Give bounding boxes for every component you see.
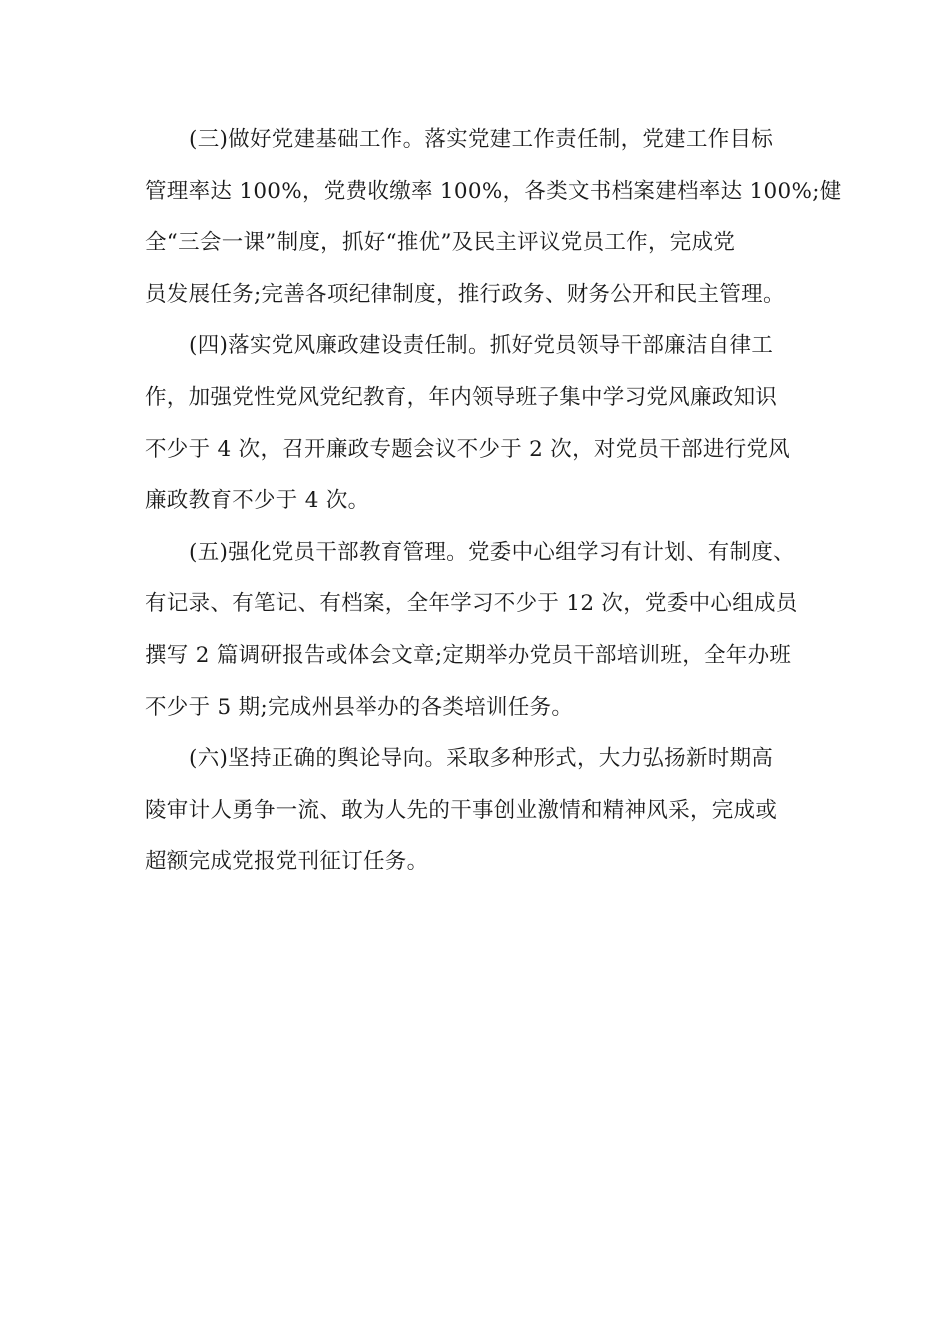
text-line: 撰写 2 篇调研报告或体会文章;定期举办党员干部培训班，全年办班	[145, 642, 792, 668]
text-line: (四)落实党风廉政建设责任制。抓好党员领导干部廉洁自律工	[189, 333, 774, 359]
text-line: 管理率达 100%，党费收缴率 100%，各类文书档案建档率达 100%;健	[145, 178, 842, 204]
paragraph-party-building	[145, 114, 842, 320]
text-line: 员发展任务;完善各项纪律制度，推行政务、财务公开和民主管理。	[145, 281, 785, 307]
document-body	[145, 114, 842, 888]
text-line: (五)强化党员干部教育管理。党委中心组学习有计划、有制度、	[189, 539, 795, 565]
text-line: 不少于 4 次，召开廉政专题会议不少于 2 次，对党员干部进行党风	[145, 436, 791, 462]
paragraph-public-opinion	[145, 733, 810, 888]
text-line: 作，加强党性党风党纪教育，年内领导班子集中学习党风廉政知识	[145, 384, 778, 410]
text-line: 廉政教育不少于 4 次。	[145, 488, 370, 514]
text-line: (三)做好党建基础工作。落实党建工作责任制，党建工作目标	[189, 127, 774, 152]
paragraph-integrity-responsibility	[145, 320, 810, 526]
text-line: (六)坚持正确的舆论导向。采取多种形式，大力弘扬新时期高	[189, 746, 774, 772]
text-line: 全“三会一课”制度，抓好“推优”及民主评议党员工作，完成党	[145, 230, 736, 256]
text-line: 陵审计人勇争一流、敢为人先的干事创业激情和精神风采，完成或	[145, 797, 778, 823]
paragraph-cadre-education	[145, 527, 810, 733]
text-line: 超额完成党报党刊征订任务。	[145, 849, 429, 875]
text-line: 有记录、有笔记、有档案，全年学习不少于 12 次，党委中心组成员	[145, 591, 798, 617]
text-line: 不少于 5 期;完成州县举办的各类培训任务。	[145, 694, 574, 720]
